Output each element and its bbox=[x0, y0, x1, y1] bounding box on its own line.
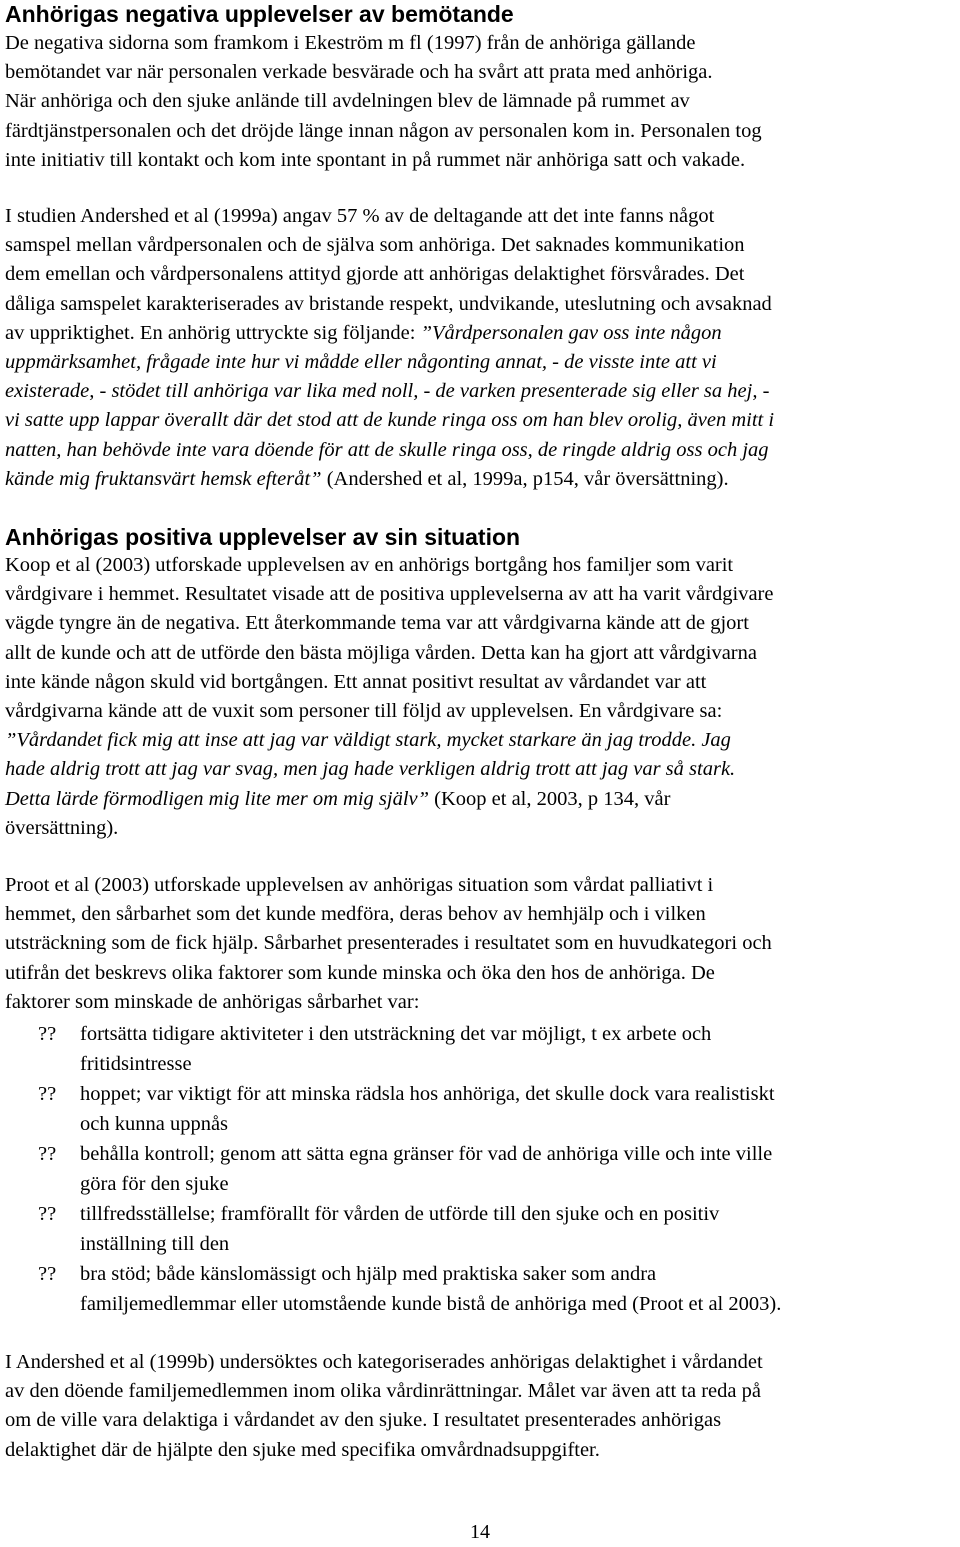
text-line: vägde tyngre än de negativa. Ett återkommande tema var att vårdgivarna kände att de gjort bbox=[5, 612, 749, 635]
text-line: bemötandet var när personalen verkade besvärade och ha svårt att prata med anhöriga. bbox=[5, 61, 713, 84]
text-line: av den döende familjemedlemmen inom olika vårdinrättningar. Målet var även att ta reda på bbox=[5, 1380, 761, 1403]
list-item-text: och kunna uppnås bbox=[80, 1113, 229, 1135]
quote-line: ”Vårdandet fick mig att inse att jag var väldigt stark, mycket starkare än jag trodde. Jag bbox=[5, 729, 731, 752]
text-segment: av uppriktighet. En anhörig uttryckte sig följande: bbox=[5, 321, 421, 344]
paragraph-koop bbox=[5, 551, 773, 843]
text-line: vårdgivare i hemmet. Resultatet visade att de positiva upplevelserna av att ha varit vårdgivare bbox=[5, 583, 774, 606]
list-item bbox=[5, 1139, 781, 1199]
paragraph-ekestrom bbox=[5, 29, 762, 175]
text-line: dåliga samspelet karakteriserades av bristande respekt, undvikande, uteslutning och avsaknad bbox=[5, 292, 772, 315]
bullet-marker: ?? bbox=[38, 1203, 57, 1225]
text-line: I studien Andershed et al (1999a) angav 57 % av de deltagande att det inte fanns något bbox=[5, 205, 715, 227]
text-line: Koop et al (2003) utforskade upplevelsen av en anhörigs bortgång hos familjer som varit bbox=[5, 554, 734, 576]
list-item-text: familjemedlemmar eller utomstående kunde bistå de anhöriga med (Proot et al 2003). bbox=[80, 1293, 782, 1315]
text-line: dem emellan och vårdpersonalens attityd gjorde att anhörigas delaktighet försvårades. Det bbox=[5, 263, 745, 286]
quote-line: natten, han behövde inte vara döende för att de skulle ringa oss, de ringde aldrig oss och jag bbox=[5, 438, 769, 461]
factor-list bbox=[5, 1019, 781, 1319]
text-line: om de ville vara delaktiga i vårdandet av den sjuke. I resultatet presenterades anhörigas bbox=[5, 1409, 722, 1432]
quote-end: kände mig fruktansvärt hemsk efteråt” bbox=[5, 467, 322, 490]
list-item bbox=[5, 1019, 781, 1079]
text-line: samspel mellan vårdpersonalen och de själva som anhöriga. Det saknades kommunikation bbox=[5, 234, 745, 257]
section-heading-negative: Anhörigas negativa upplevelser av bemötande bbox=[5, 1, 514, 27]
section-heading-positive: Anhörigas positiva upplevelser av sin situation bbox=[5, 524, 521, 550]
text-line: I Andershed et al (1999b) undersöktes och kategoriserades anhörigas delaktighet i vårdandet bbox=[5, 1351, 763, 1373]
quote-line: vi satte upp lappar överallt där det stod att de kunde ringa oss om han blev orolig, även mitt i bbox=[5, 409, 775, 432]
bullet-marker: ?? bbox=[38, 1263, 57, 1285]
list-item bbox=[5, 1079, 781, 1139]
bullet-marker: ?? bbox=[38, 1083, 57, 1105]
list-item-text: göra för den sjuke bbox=[80, 1173, 229, 1195]
citation: (Koop et al, 2003, p 134, vår bbox=[429, 787, 671, 810]
page-number: 14 bbox=[470, 1521, 490, 1543]
quote-start: ”Vårdpersonalen gav oss inte någon bbox=[420, 321, 722, 344]
paragraph-andershed-1999b bbox=[5, 1348, 763, 1465]
text-line: Proot et al (2003) utforskade upplevelsen av anhörigas situation som vårdat palliativt i bbox=[5, 874, 714, 896]
paragraph-andershed-1999a bbox=[5, 202, 774, 494]
list-item-text: tillfredsställelse; framförallt för vården de utförde till den sjuke och en positiv bbox=[80, 1203, 720, 1225]
paragraph-proot bbox=[5, 871, 772, 1017]
bullet-marker: ?? bbox=[38, 1023, 57, 1045]
text-line bbox=[5, 465, 774, 494]
text-line: delaktighet där de hjälpte den sjuke med specifika omvårdnadsuppgifter. bbox=[5, 1438, 600, 1461]
text-line: utsträckning som de fick hjälp. Sårbarhet presenterades i resultatet som en huvudkategori och bbox=[5, 932, 772, 955]
quote-line: hade aldrig trott att jag var svag, men jag hade verkligen aldrig trott att jag var så stark. bbox=[5, 758, 736, 781]
quote-line: existerade, - stödet till anhöriga var lika med noll, - de varken presenterade sig eller sa hej, - bbox=[5, 380, 770, 403]
list-item-text: fritidsintresse bbox=[80, 1053, 192, 1075]
list-item-text: inställning till den bbox=[80, 1233, 230, 1255]
text-line bbox=[5, 319, 774, 348]
text-line: När anhöriga och den sjuke anlände till avdelningen blev de lämnade på rummet av bbox=[5, 90, 690, 113]
list-item-text: fortsätta tidigare aktiviteter i den utsträckning det var möjligt, t ex arbete och bbox=[80, 1023, 712, 1045]
list-item-text: bra stöd; både känslomässigt och hjälp med praktiska saker som andra bbox=[80, 1263, 657, 1285]
list-item-text: behålla kontroll; genom att sätta egna gränser för vad de anhöriga ville och inte ville bbox=[80, 1143, 773, 1165]
citation: (Andershed et al, 1999a, p154, vår översättning). bbox=[321, 467, 729, 490]
text-line: utifrån det beskrevs olika faktorer som kunde minska och öka den hos de anhöriga. De bbox=[5, 961, 715, 984]
quote-line: uppmärksamhet, frågade inte hur vi mådde eller någonting annat, - de visste inte att vi bbox=[5, 351, 717, 374]
text-line: De negativa sidorna som framkom i Ekeström m fl (1997) från de anhöriga gällande bbox=[5, 32, 696, 54]
list-item bbox=[5, 1259, 781, 1319]
text-line: faktorer som minskade de anhörigas sårbarhet var: bbox=[5, 990, 420, 1013]
text-line: inte kände någon skuld vid bortgången. Ett annat positivt resultat av vårdandet var att bbox=[5, 670, 707, 693]
text-line: färdtjänstpersonalen och det dröjde länge innan någon av personalen kom in. Personalen tog bbox=[5, 119, 762, 142]
text-line: översättning). bbox=[5, 816, 119, 839]
text-line: vårdgivarna kände att de vuxit som personer till följd av upplevelsen. En vårdgivare sa: bbox=[5, 700, 723, 723]
bullet-marker: ?? bbox=[38, 1143, 57, 1165]
text-line: hemmet, den sårbarhet som det kunde medföra, deras behov av hemhjälp och i vilken bbox=[5, 903, 706, 926]
quote-end: Detta lärde förmodligen mig lite mer om mig själv” bbox=[5, 787, 430, 810]
text-line: allt de kunde och att de utförde den bästa möjliga vården. Detta kan ha gjort att vårdgivarna bbox=[5, 641, 757, 664]
text-line bbox=[5, 785, 773, 814]
text-line: inte initiativ till kontakt och kom inte spontant in på rummet när anhöriga satt och vakade. bbox=[5, 148, 746, 171]
list-item bbox=[5, 1199, 781, 1259]
list-item-text: hoppet; var viktigt för att minska rädsla hos anhöriga, det skulle dock vara realistiskt bbox=[80, 1083, 775, 1105]
